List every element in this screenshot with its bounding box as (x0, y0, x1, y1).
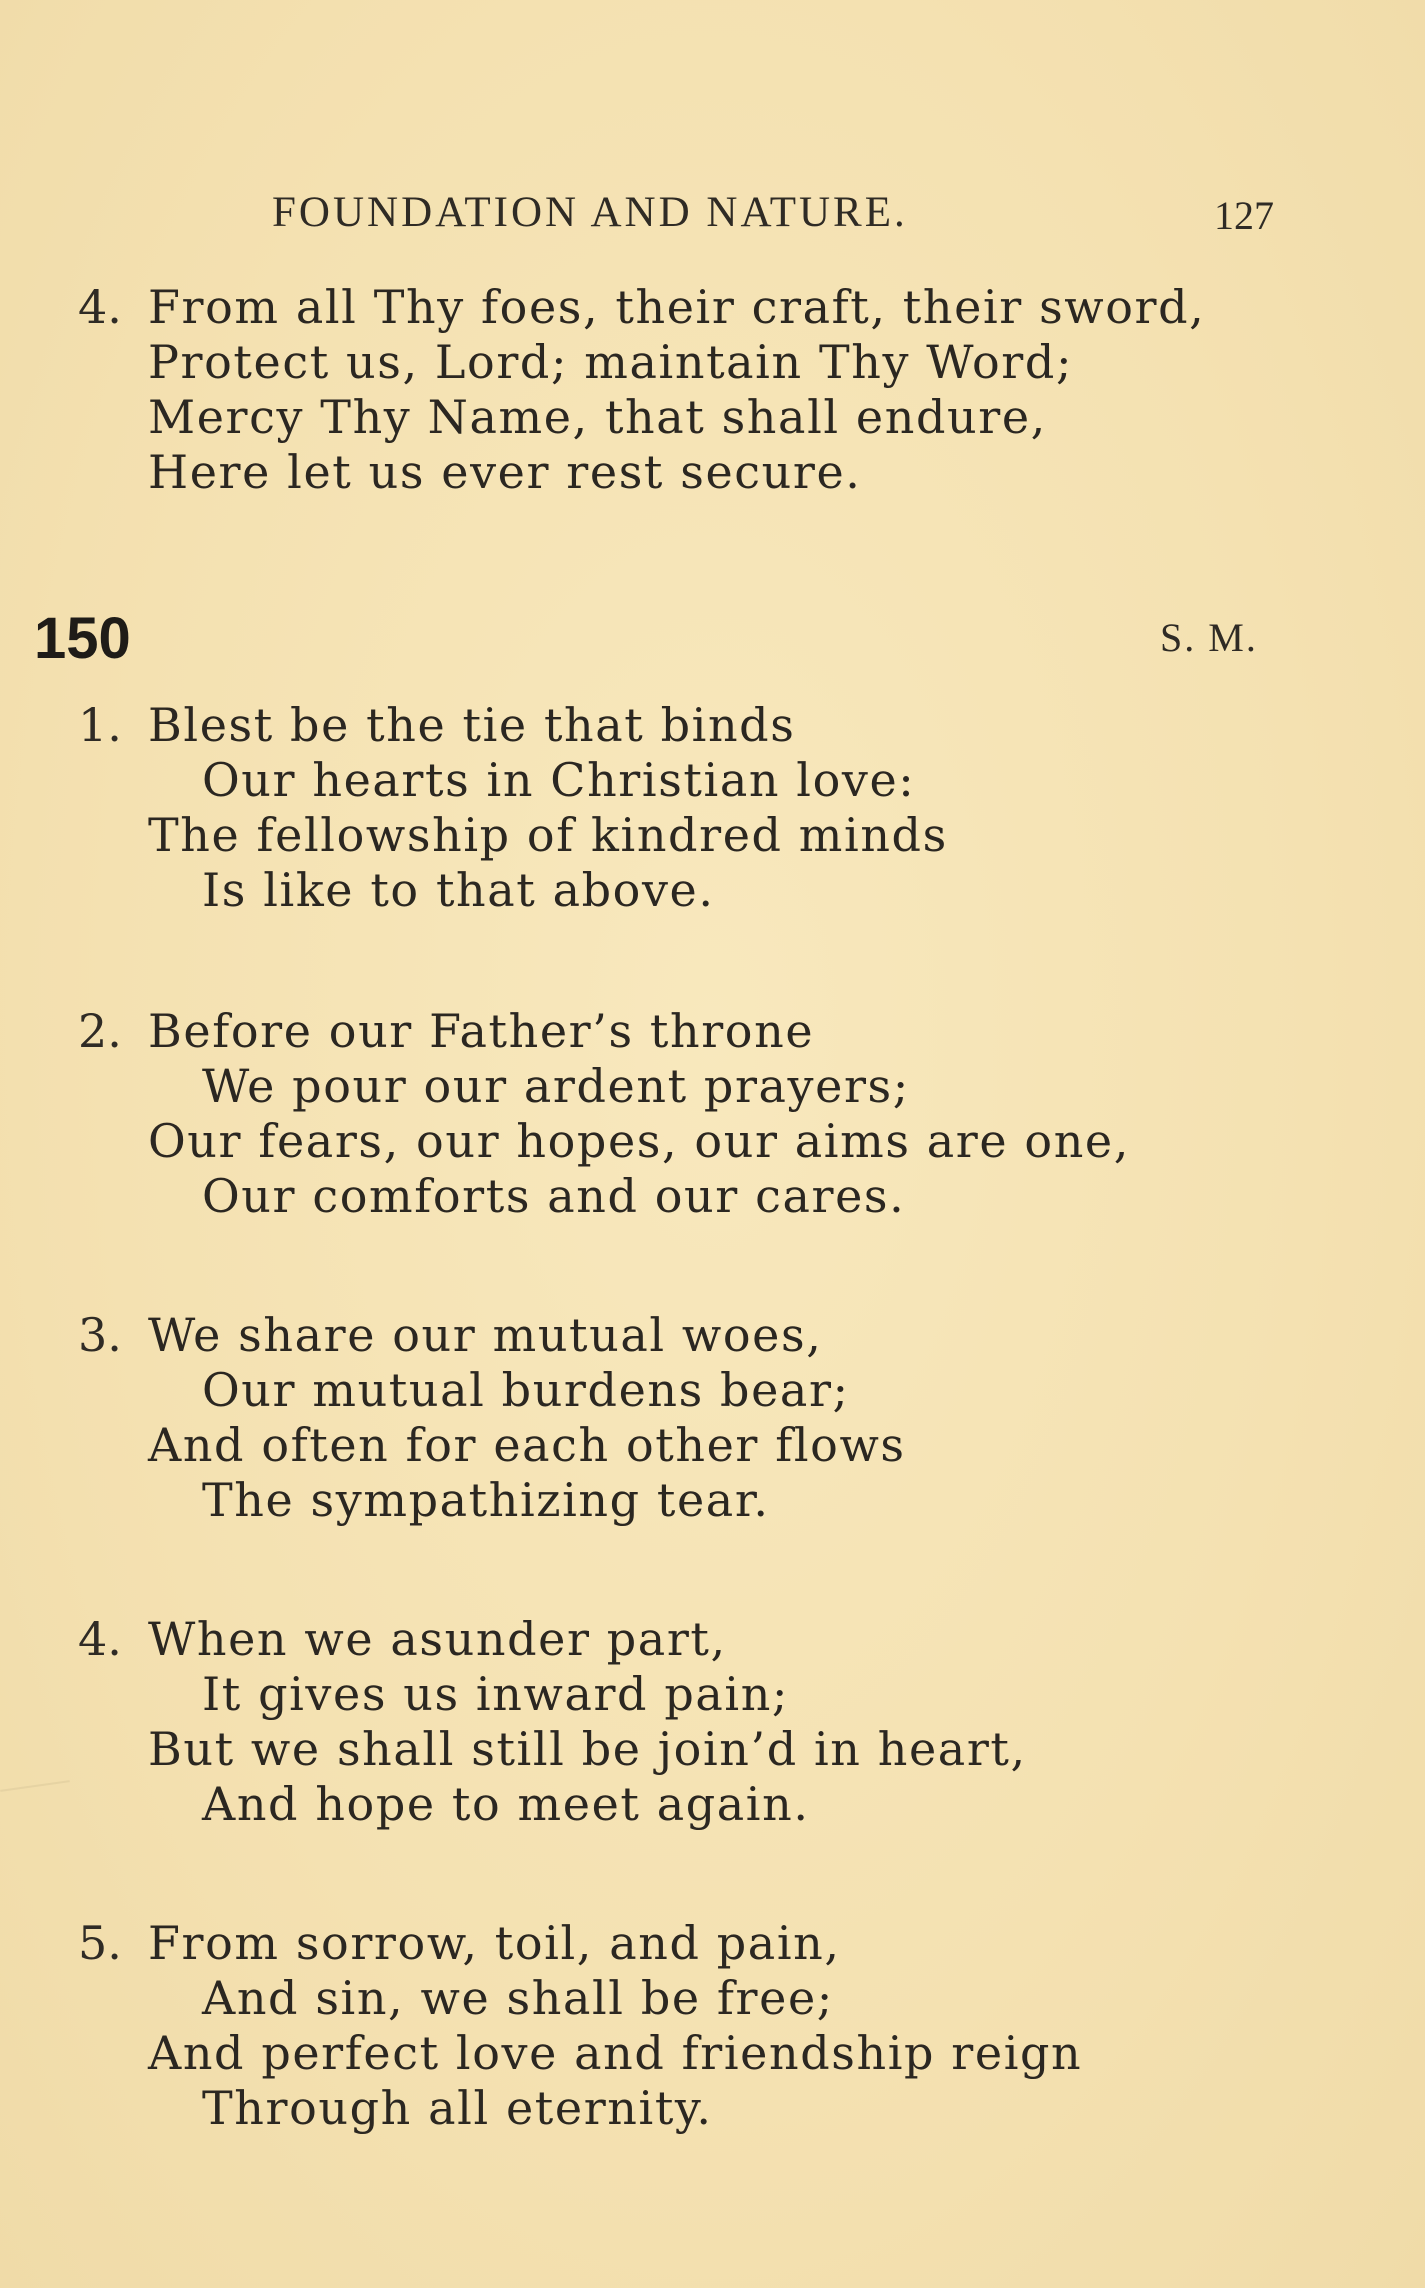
verse-line: And perfect love and friendship reign (148, 2026, 1083, 2080)
page-number: 127 (1214, 193, 1274, 238)
verse-line: We share our mutual woes, (148, 1308, 823, 1362)
paper-mark (0, 1780, 70, 1792)
stanza-number: 3. (78, 1308, 122, 1362)
verse-line: And sin, we shall be free; (202, 1971, 834, 2025)
verse-line: The fellowship of kindred minds (148, 808, 948, 862)
verse-line: We pour our ardent prayers; (202, 1059, 910, 1113)
hymn-meter: S. M. (1160, 615, 1258, 660)
stanza-number: 4. (78, 1612, 122, 1666)
stanza-number: 5. (78, 1916, 122, 1970)
stanza-number: 1. (78, 698, 122, 752)
verse-line: Protect us, Lord; maintain Thy Word; (148, 335, 1074, 389)
verse-line: Mercy Thy Name, that shall endure, (148, 390, 1047, 444)
verse-line: From all Thy foes, their craft, their sword, (148, 280, 1206, 334)
verse-line: And hope to meet again. (202, 1777, 810, 1831)
verse-line: Our mutual burdens bear; (202, 1363, 850, 1417)
verse-line: But we shall still be join’d in heart, (148, 1722, 1027, 1776)
verse-line: And often for each other flows (148, 1418, 906, 1472)
verse-line: Our comforts and our cares. (202, 1169, 906, 1223)
verse-line: From sorrow, toil, and pain, (148, 1916, 841, 1970)
verse-line: The sympathizing tear. (202, 1473, 770, 1527)
verse-line: Before our Father’s throne (148, 1004, 815, 1058)
stanza-number: 4. (78, 280, 122, 334)
stanza-number: 2. (78, 1004, 122, 1058)
verse-line: Is like to that above. (202, 863, 715, 917)
verse-line: Our hearts in Christian love: (202, 753, 916, 807)
running-head: FOUNDATION AND NATURE. (272, 189, 908, 236)
verse-line: Our fears, our hopes, our aims are one, (148, 1114, 1130, 1168)
verse-line: When we asunder part, (148, 1612, 727, 1666)
verse-line: Through all eternity. (202, 2081, 713, 2135)
verse-line: It gives us inward pain; (202, 1667, 790, 1721)
verse-line: Blest be the tie that binds (148, 698, 796, 752)
verse-line: Here let us ever rest secure. (148, 445, 862, 499)
hymn-number: 150 (34, 606, 131, 671)
